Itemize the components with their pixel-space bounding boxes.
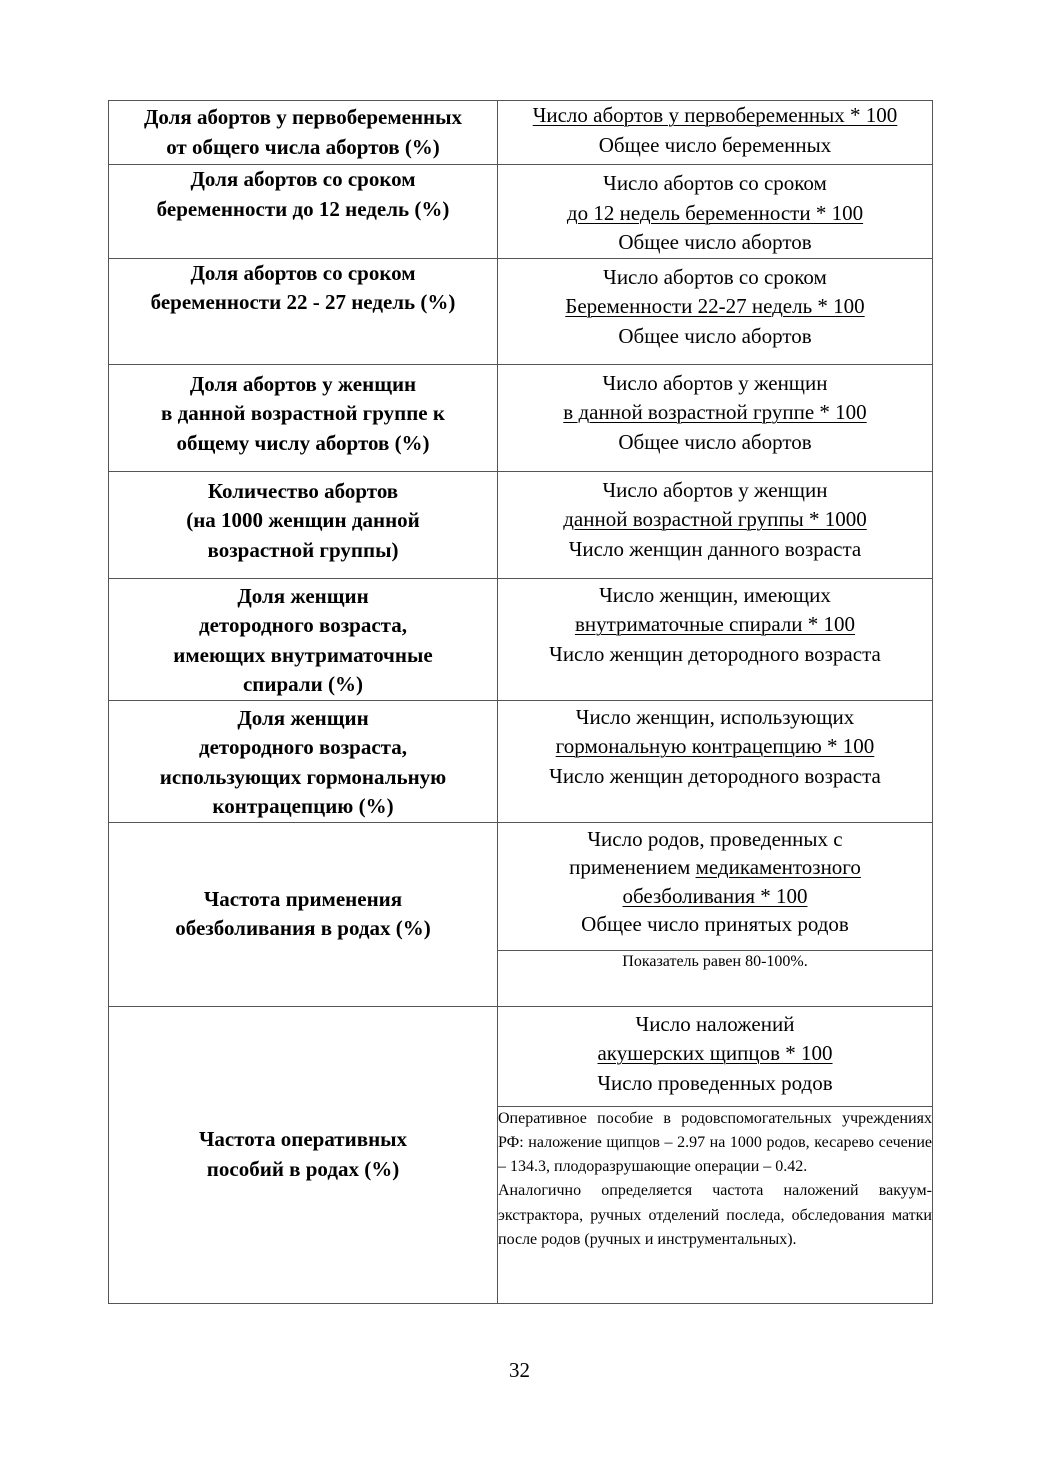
formula-text: применением bbox=[569, 855, 696, 879]
formula-prefix: Число абортов у женщин bbox=[602, 370, 828, 395]
indicator-name-line: беременности до 12 недель (%) bbox=[156, 196, 450, 221]
indicator-name-line: Частота оперативных bbox=[198, 1127, 408, 1151]
formula-prefix: Число абортов со сроком bbox=[603, 171, 827, 195]
indicator-name-line: Доля женщин bbox=[237, 583, 369, 608]
indicator-name-line: Частота применения bbox=[203, 886, 403, 911]
indicator-name bbox=[109, 165, 498, 259]
table-row bbox=[109, 578, 933, 700]
indicator-name-line: от общего числа абортов (%) bbox=[166, 134, 440, 159]
formula-denominator: Общее число абортов bbox=[618, 323, 812, 348]
indicator-name-line: детородного возраста, bbox=[198, 735, 407, 759]
indicator-name-line: контрацепцию (%) bbox=[212, 794, 394, 818]
formula-numerator: гормональную контрацепцию * 100 bbox=[555, 734, 875, 758]
formula-prefix: Число женщин, использующих bbox=[575, 704, 855, 729]
table-row bbox=[109, 258, 933, 364]
indicator-name-line: (на 1000 женщин данной bbox=[186, 508, 420, 532]
indicator-formula bbox=[498, 471, 933, 578]
indicator-formula bbox=[498, 258, 933, 364]
note-paragraph: Оперативное пособие в родовспомогательных учреждениях РФ: наложение щипцов – 2.97 на 1000 родов, кесарево сечение – 134.3, плодоразрушающие операции – 0.42. bbox=[498, 1109, 932, 1176]
indicator-name-line: Доля абортов со сроком bbox=[190, 167, 416, 191]
indicator-name-line: детородного возраста, bbox=[198, 613, 407, 637]
indicator-name-line: Доля абортов со сроком bbox=[190, 260, 416, 285]
formula-numerator: данной возрастной группы * 1000 bbox=[563, 507, 867, 531]
table-row bbox=[109, 700, 933, 822]
table-row bbox=[109, 471, 933, 578]
indicator-name bbox=[109, 101, 498, 165]
page-number: 32 bbox=[509, 1358, 530, 1382]
indicator-formula bbox=[498, 165, 933, 259]
note-paragraph: Аналогично определяется частота наложений вакуум-экстрактора, ручных отделений последа, обследования матки после родов (ручных и инструментальных). bbox=[498, 1182, 932, 1248]
indicator-name-line: использующих гормональную bbox=[159, 764, 447, 789]
formula-numerator: в данной возрастной группе * 100 bbox=[563, 400, 867, 424]
indicator-note bbox=[498, 1106, 933, 1303]
formula-numerator: до 12 недель беременности * 100 bbox=[566, 200, 864, 225]
formula-prefix: Число наложений bbox=[635, 1011, 795, 1036]
formula-denominator: Число проведенных родов bbox=[597, 1070, 833, 1095]
formula-numerator: Число абортов у первобеременных * 100 bbox=[532, 103, 898, 127]
formula-denominator: Общее число абортов bbox=[618, 429, 812, 454]
indicator-name-line: обезболивания в родах (%) bbox=[175, 916, 431, 940]
table-row bbox=[109, 101, 933, 165]
indicator-name-line: общему числу абортов (%) bbox=[176, 430, 430, 455]
indicator-name-line: Доля женщин bbox=[237, 705, 369, 730]
indicator-name bbox=[109, 700, 498, 822]
formula-denominator: Число женщин детородного возраста bbox=[549, 763, 881, 788]
indicator-name-line: Доля абортов у женщин bbox=[189, 371, 417, 396]
formula-numerator: Беременности 22-27 недель * 100 bbox=[565, 294, 865, 318]
indicator-name-line: беременности 22 - 27 недель (%) bbox=[150, 290, 456, 314]
indicator-note: Показатель равен 80-100%. bbox=[498, 950, 933, 1006]
indicator-name bbox=[109, 471, 498, 578]
formula-prefix: Число родов, проведенных с bbox=[587, 826, 843, 851]
formula-numerator: обезболивания * 100 bbox=[622, 883, 808, 908]
indicator-name bbox=[109, 578, 498, 700]
indicator-name-line: в данной возрастной группе к bbox=[161, 401, 445, 425]
indicator-formula bbox=[498, 1006, 933, 1106]
formula-numerator: акушерских щипцов * 100 bbox=[597, 1041, 833, 1065]
indicator-name-line: Доля абортов у первобеременных bbox=[143, 105, 463, 129]
formula-prefix: Число абортов со сроком bbox=[603, 264, 827, 289]
indicator-name-line: пособий в родах (%) bbox=[206, 1156, 400, 1181]
indicator-name bbox=[109, 1006, 498, 1303]
indicator-name bbox=[109, 258, 498, 364]
formula-numerator: внутриматочные спирали * 100 bbox=[574, 612, 856, 636]
indicator-name bbox=[109, 822, 498, 1006]
table-row bbox=[109, 822, 933, 950]
formula-prefix: Число абортов у женщин bbox=[602, 477, 828, 502]
formula-numerator: медикаментозного bbox=[695, 855, 861, 879]
indicator-name-line: имеющих внутриматочные bbox=[173, 642, 433, 667]
indicator-formula bbox=[498, 578, 933, 700]
indicator-name-line: Количество абортов bbox=[207, 478, 399, 503]
formula-denominator: Число женщин данного возраста bbox=[568, 536, 862, 561]
formula-denominator: Число женщин детородного возраста bbox=[549, 641, 881, 666]
indicator-formula bbox=[498, 700, 933, 822]
indicator-formula bbox=[498, 364, 933, 471]
indicator-name-line: возрастной группы) bbox=[207, 537, 399, 562]
indicator-name bbox=[109, 364, 498, 471]
formula-denominator: Общее число беременных bbox=[598, 132, 832, 157]
formula-denominator: Общее число абортов bbox=[618, 230, 812, 254]
formula-denominator: Общее число принятых родов bbox=[581, 912, 849, 936]
table-row bbox=[109, 364, 933, 471]
table-row bbox=[109, 165, 933, 259]
formula-prefix: Число женщин, имеющих bbox=[599, 582, 831, 607]
indicator-formula bbox=[498, 822, 933, 950]
indicator-name-line: спирали (%) bbox=[242, 672, 363, 696]
table-row bbox=[109, 1006, 933, 1106]
indicator-formula bbox=[498, 101, 933, 165]
indicators-table bbox=[108, 100, 933, 1304]
